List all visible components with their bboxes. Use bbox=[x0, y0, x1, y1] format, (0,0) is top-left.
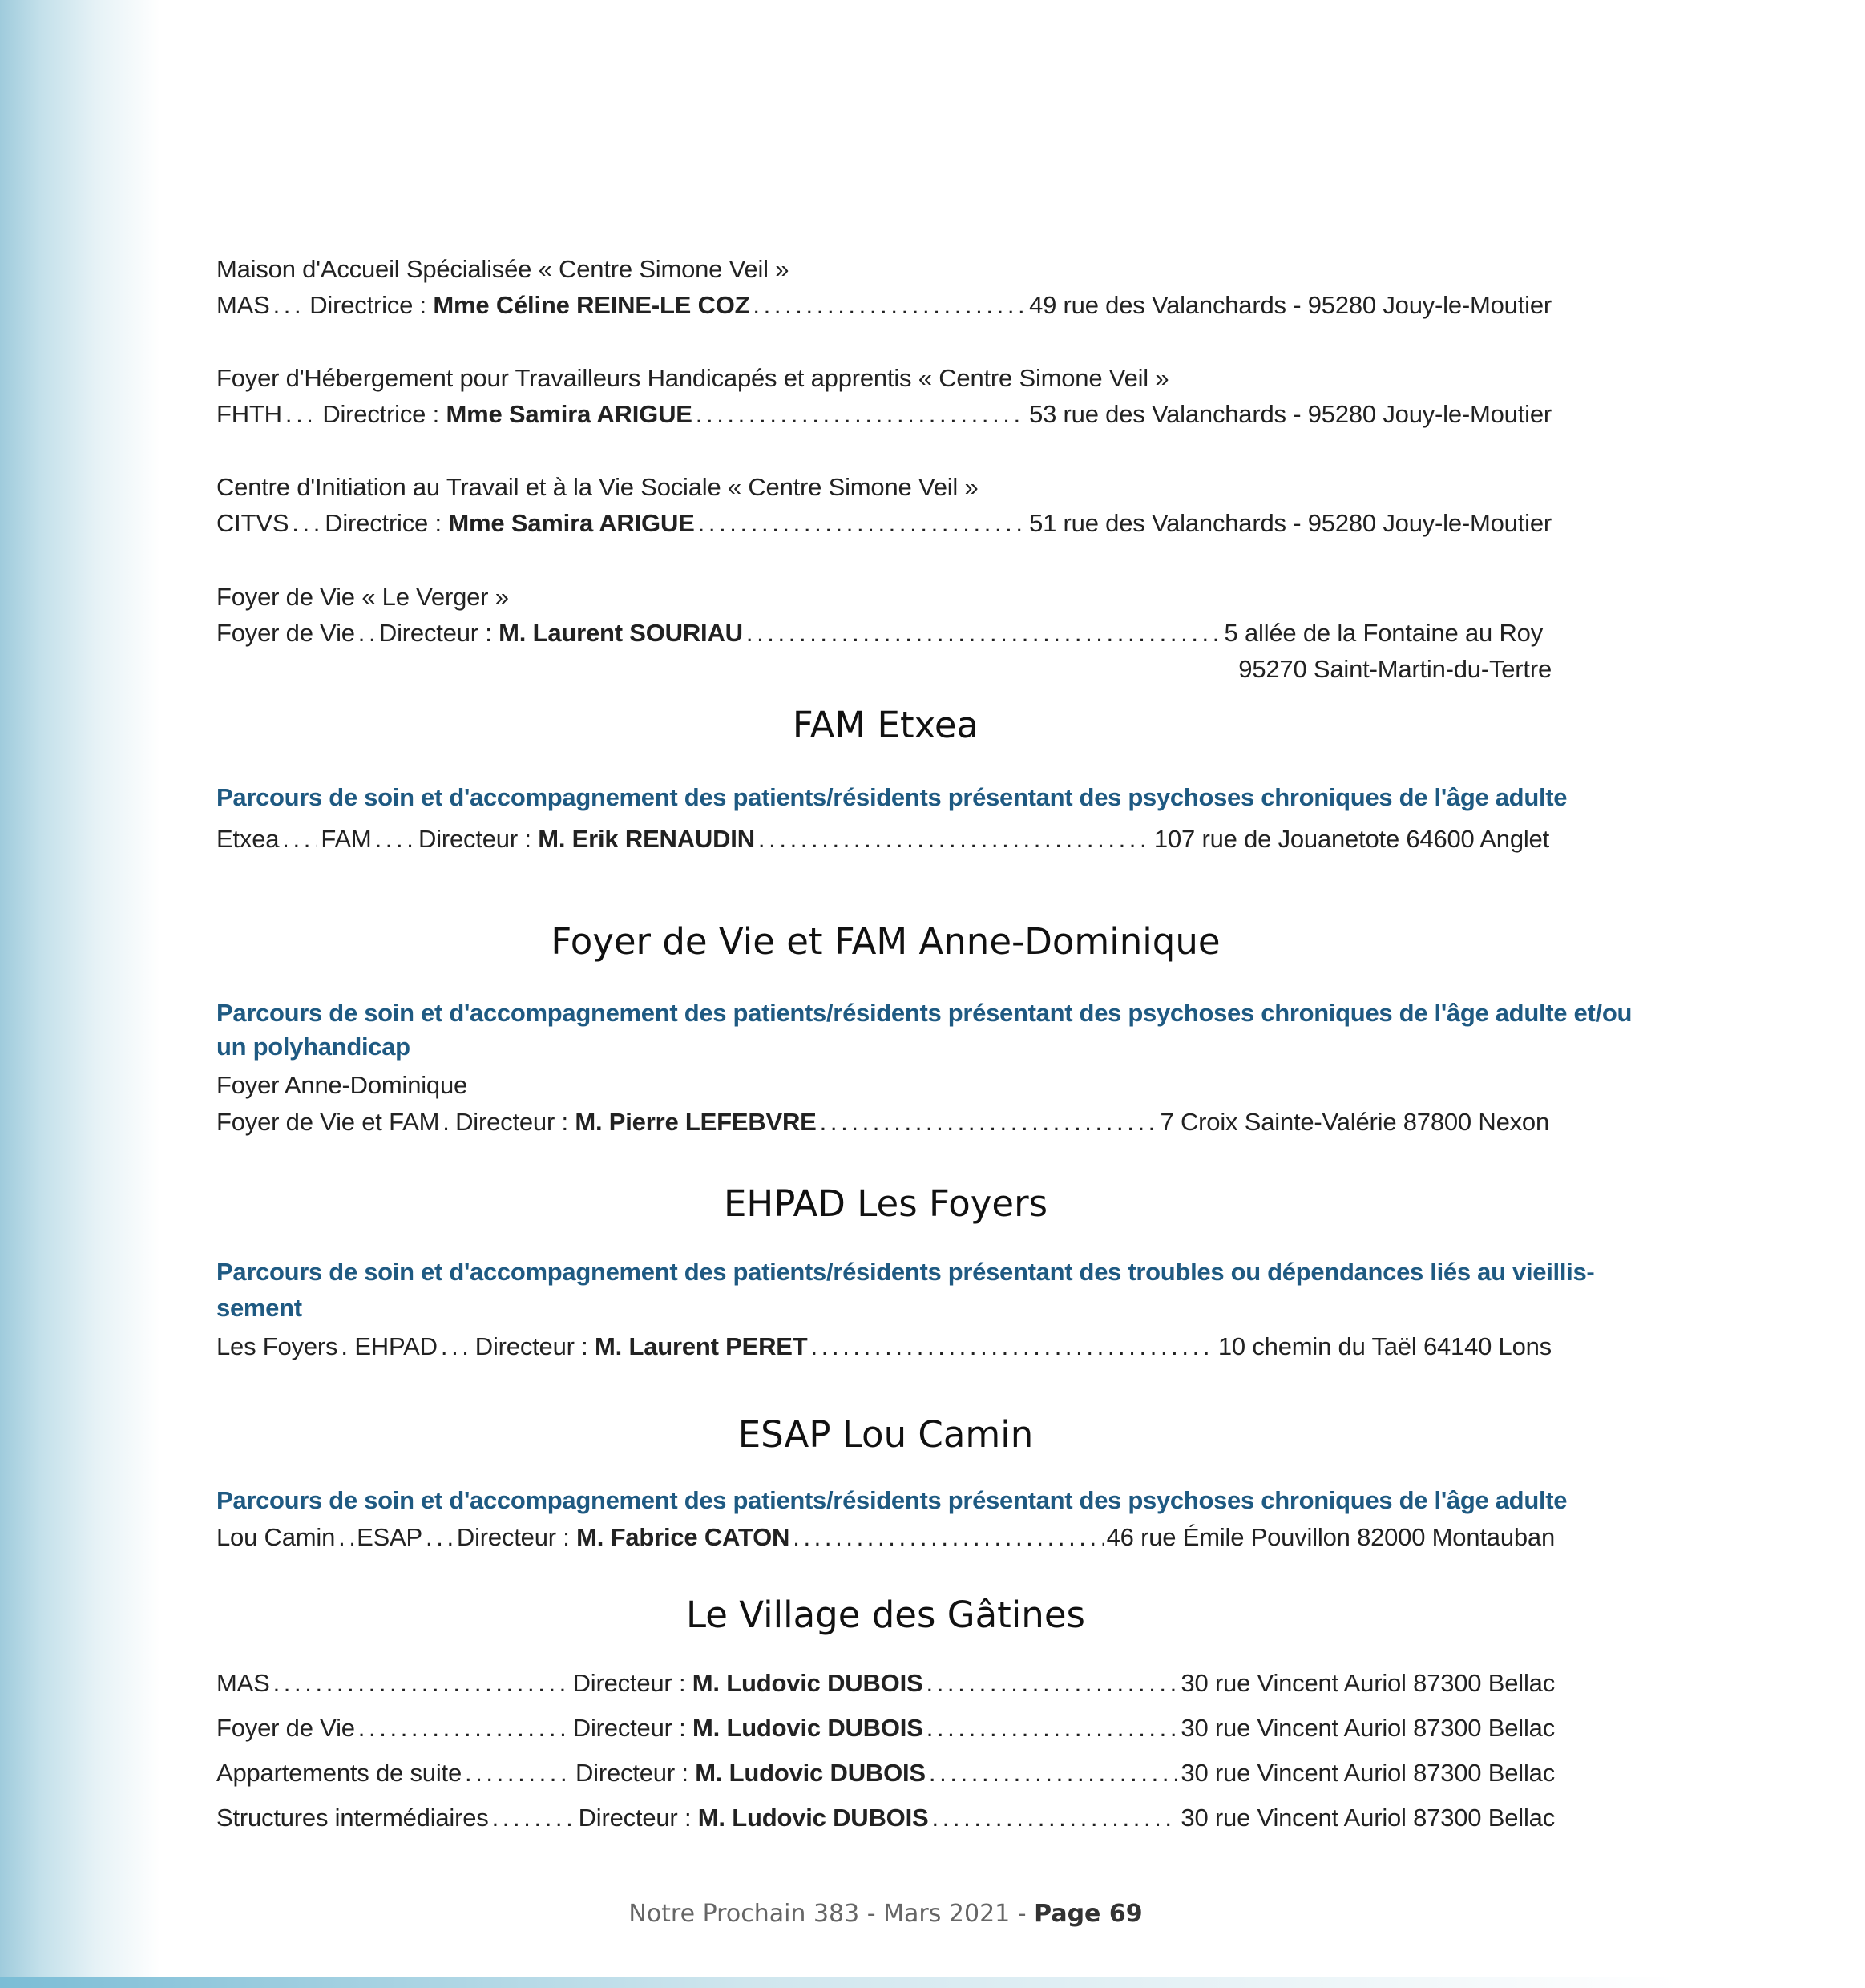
entry-row bbox=[216, 1521, 1555, 1554]
section-subtitle-continued: un polyhandicap bbox=[216, 1032, 410, 1061]
entry-type: MAS bbox=[216, 1669, 270, 1697]
entry-row bbox=[216, 1667, 1555, 1699]
block-title: Foyer d'Hébergement pour Travailleurs Handicapés et apprentis « Centre Simone Veil » bbox=[216, 364, 1169, 392]
page-number: Page 69 bbox=[1034, 1900, 1143, 1928]
entry-address: 30 rue Vincent Auriol 87300 Bellac bbox=[1181, 1669, 1555, 1697]
entry-person: M. Laurent PERET bbox=[595, 1332, 808, 1360]
block-title: Maison d'Accueil Spécialisée « Centre Simone Veil » bbox=[216, 255, 789, 283]
entry-address: 30 rue Vincent Auriol 87300 Bellac bbox=[1181, 1804, 1555, 1832]
entry-person: M. Ludovic DUBOIS bbox=[692, 1714, 923, 1742]
entry-row bbox=[216, 1331, 1552, 1363]
entry-row bbox=[216, 398, 1552, 430]
footer-text: Notre Prochain 383 - Mars 2021 - bbox=[628, 1900, 1035, 1928]
entry-name: Lou Camin bbox=[216, 1523, 336, 1551]
entry-role: Directeur : bbox=[575, 1759, 688, 1787]
entry-type: EHPAD bbox=[354, 1332, 438, 1360]
dot-leader bbox=[341, 1331, 351, 1363]
entry-person: M. Erik RENAUDIN bbox=[538, 825, 755, 853]
dot-leader bbox=[273, 1667, 570, 1699]
entry-row bbox=[216, 1106, 1549, 1138]
section-subtitle-continued: sement bbox=[216, 1294, 302, 1322]
entry-role: Directrice : bbox=[309, 291, 426, 319]
entry-role: Directeur : bbox=[418, 825, 531, 853]
section-subtitle: Parcours de soin et d'accompagnement des patients/résidents présentant des psychoses chroniques de l'âge adulte et/ou bbox=[216, 999, 1633, 1027]
entry-address: 51 rue des Valanchards - 95280 Jouy-le-Moutier bbox=[1029, 509, 1552, 537]
entry-code: CITVS bbox=[216, 509, 289, 537]
entry-name: Foyer Anne-Dominique bbox=[216, 1071, 468, 1099]
entry-type: Foyer de Vie et FAM bbox=[216, 1108, 440, 1136]
section-heading: FAM Etxea bbox=[792, 704, 979, 746]
dot-leader bbox=[820, 1106, 1157, 1138]
entry-person: M. Ludovic DUBOIS bbox=[697, 1804, 929, 1832]
entry-address-line2: 95270 Saint-Martin-du-Tertre bbox=[1238, 655, 1552, 683]
entry-role: Directeur : bbox=[474, 1332, 588, 1360]
entry-person: Mme Samira ARIGUE bbox=[446, 400, 692, 428]
entry-person: Mme Céline REINE-LE COZ bbox=[433, 291, 750, 319]
entry-address: 30 rue Vincent Auriol 87300 Bellac bbox=[1181, 1714, 1555, 1742]
dot-leader bbox=[811, 1331, 1215, 1363]
entry-row bbox=[216, 289, 1552, 321]
entry-row bbox=[216, 617, 1543, 649]
dot-leader bbox=[292, 507, 321, 539]
entry-role: Directeur : bbox=[378, 619, 492, 647]
entry-person: M. Ludovic DUBOIS bbox=[692, 1669, 923, 1697]
entry-row bbox=[216, 1802, 1555, 1834]
dot-leader bbox=[746, 617, 1221, 649]
block-title: Foyer de Vie « Le Verger » bbox=[216, 583, 509, 611]
entry-type: FAM bbox=[321, 825, 372, 853]
entry-address: 7 Croix Sainte-Valérie 87800 Nexon bbox=[1160, 1108, 1549, 1136]
entry-address: 49 rue des Valanchards - 95280 Jouy-le-Moutier bbox=[1029, 291, 1552, 319]
section-subtitle: Parcours de soin et d'accompagnement des patients/résidents présentant des troubles ou dépendances liés au vieillis- bbox=[216, 1258, 1595, 1286]
entry-row bbox=[216, 507, 1552, 539]
dot-leader bbox=[375, 823, 415, 855]
entry-address: 5 allée de la Fontaine au Roy bbox=[1224, 619, 1543, 647]
entry-address: 107 rue de Jouanetote 64600 Anglet bbox=[1153, 825, 1549, 853]
dot-leader bbox=[931, 1802, 1177, 1834]
entry-name: Etxea bbox=[216, 825, 280, 853]
entry-row bbox=[216, 823, 1549, 855]
entry-type: Structures intermédiaires bbox=[216, 1804, 489, 1832]
section-subtitle: Parcours de soin et d'accompagnement des patients/résidents présentant des psychoses chroniques de l'âge adulte bbox=[216, 1486, 1568, 1514]
dot-leader bbox=[273, 289, 307, 321]
dot-leader bbox=[926, 1712, 1178, 1744]
dot-leader bbox=[929, 1757, 1178, 1789]
entry-code: FHTH bbox=[216, 400, 282, 428]
entry-row bbox=[216, 1757, 1555, 1789]
entry-type: ESAP bbox=[357, 1523, 422, 1551]
section-heading: Foyer de Vie et FAM Anne-Dominique bbox=[551, 920, 1221, 963]
entry-role: Directeur : bbox=[572, 1714, 686, 1742]
entry-code: Foyer de Vie bbox=[216, 619, 355, 647]
entry-code: MAS bbox=[216, 291, 270, 319]
entry-person: M. Pierre LEFEBVRE bbox=[575, 1108, 817, 1136]
dot-leader bbox=[426, 1521, 454, 1554]
entry-role: Directeur : bbox=[455, 1108, 568, 1136]
entry-type: Appartements de suite bbox=[216, 1759, 462, 1787]
dot-leader bbox=[358, 1712, 570, 1744]
dot-leader bbox=[492, 1802, 575, 1834]
entry-address: 53 rue des Valanchards - 95280 Jouy-le-Moutier bbox=[1029, 400, 1552, 428]
entry-role: Directrice : bbox=[322, 400, 440, 428]
entry-type: Foyer de Vie bbox=[216, 1714, 355, 1742]
entry-person: M. Fabrice CATON bbox=[576, 1523, 790, 1551]
dot-leader bbox=[793, 1521, 1103, 1554]
entry-person: Mme Samira ARIGUE bbox=[448, 509, 695, 537]
entry-address: 10 chemin du Taël 64140 Lons bbox=[1217, 1332, 1552, 1360]
dot-leader bbox=[282, 823, 317, 855]
dot-leader bbox=[696, 398, 1026, 430]
dot-leader bbox=[338, 1521, 353, 1554]
entry-role: Directeur : bbox=[456, 1523, 570, 1551]
entry-person: M. Laurent SOURIAU bbox=[499, 619, 743, 647]
dot-leader bbox=[926, 1667, 1177, 1699]
section-heading: Le Village des Gâtines bbox=[686, 1594, 1085, 1636]
dot-leader bbox=[753, 289, 1026, 321]
dot-leader bbox=[441, 1331, 472, 1363]
block-title: Centre d'Initiation au Travail et à la Vie Sociale « Centre Simone Veil » bbox=[216, 473, 979, 501]
entry-address: 46 rue Émile Pouvillon 82000 Montauban bbox=[1106, 1523, 1556, 1551]
entry-role: Directeur : bbox=[578, 1804, 692, 1832]
page-footer bbox=[0, 1900, 1771, 1928]
entry-role: Directeur : bbox=[572, 1669, 686, 1697]
dot-leader bbox=[358, 617, 376, 649]
entry-role: Directrice : bbox=[325, 509, 442, 537]
dot-leader bbox=[758, 823, 1151, 855]
section-subtitle: Parcours de soin et d'accompagnement des patients/résidents présentant des psychoses chroniques de l'âge adulte bbox=[216, 783, 1568, 811]
dot-leader bbox=[698, 507, 1026, 539]
entry-address: 30 rue Vincent Auriol 87300 Bellac bbox=[1181, 1759, 1555, 1787]
section-heading: EHPAD Les Foyers bbox=[723, 1182, 1048, 1225]
dot-leader bbox=[465, 1757, 572, 1789]
entry-row bbox=[216, 1712, 1555, 1744]
dot-leader bbox=[285, 398, 319, 430]
dot-leader bbox=[442, 1106, 452, 1138]
entry-name: Les Foyers bbox=[216, 1332, 338, 1360]
entry-person: M. Ludovic DUBOIS bbox=[695, 1759, 926, 1787]
section-heading: ESAP Lou Camin bbox=[737, 1413, 1034, 1456]
